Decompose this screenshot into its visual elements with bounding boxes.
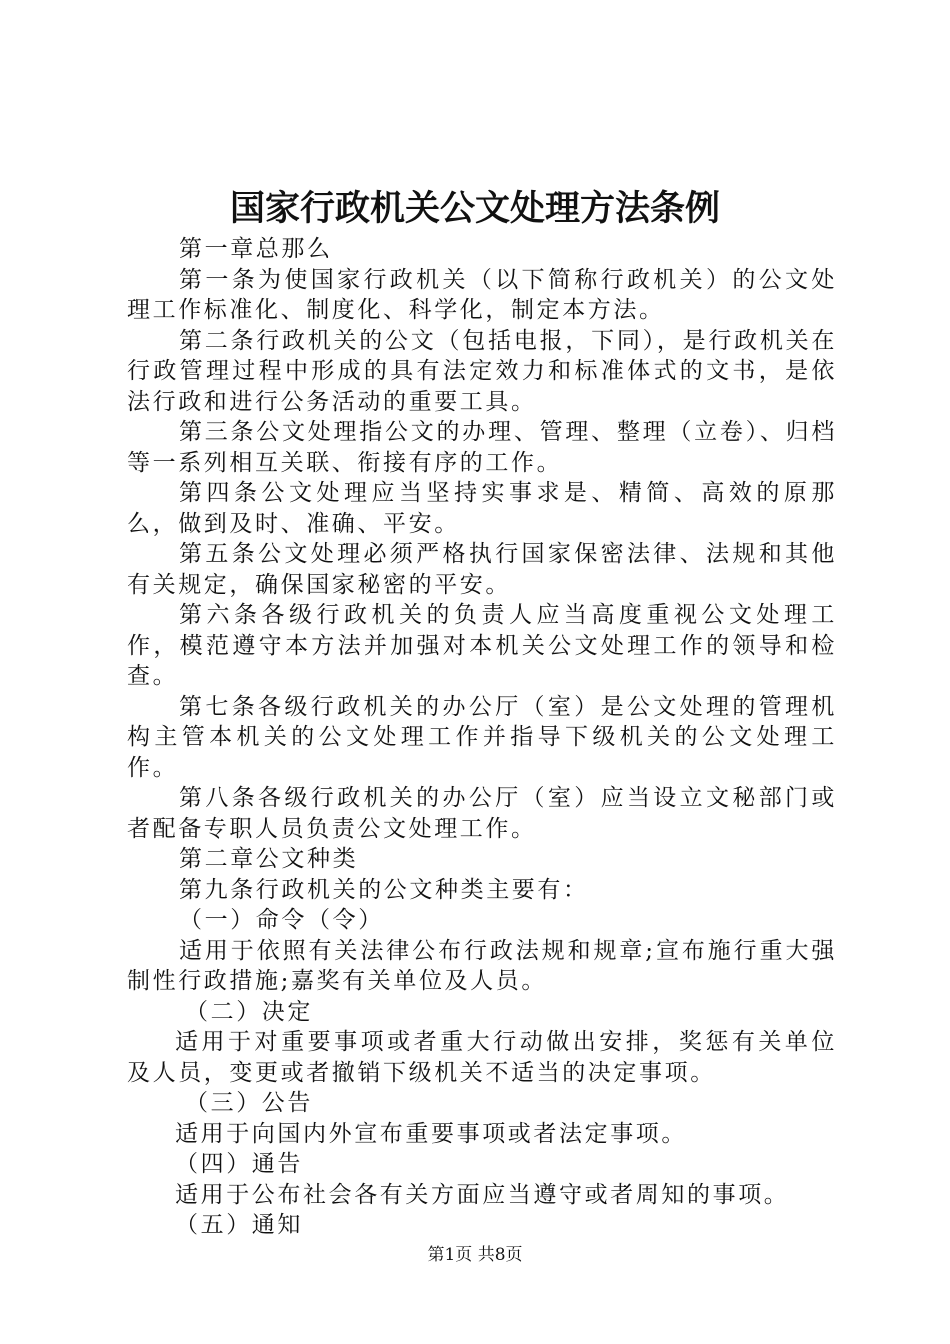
article-paragraph: 第三条公文处理指公文的办理、管理、整理（立卷）、归档等一系列相互关联、衔接有序的工作。 [127,419,837,476]
article-paragraph: 第一条为使国家行政机关（以下简称行政机关）的公文处理工作标准化、制度化、科学化，制定本方法。 [127,266,837,323]
chapter-heading: 第一章总那么 [179,236,333,262]
document-body [127,234,837,1241]
list-item-text: 适用于公布社会各有关方面应当遵守或者周知的事项。 [175,1181,790,1208]
list-item-text: 适用于向国内外宣布重要事项或者法定事项。 [175,1120,687,1147]
list-item-heading: （四）通告 [175,1151,303,1177]
article-paragraph: 第八条各级行政机关的办公厅（室）应当设立文秘部门或者配备专职人员负责公文处理工作。 [127,785,837,842]
article-paragraph: 第七条各级行政机关的办公厅（室）是公文处理的管理机构主管本机关的公文处理工作并指导下级机关的公文处理工作。 [127,693,837,781]
document-title: 国家行政机关公文处理方法条例 [229,189,720,229]
list-item-heading: （三）公告 [185,1090,313,1116]
page-footer: 第1页 共8页 [427,1245,523,1265]
list-item-text: 适用于依照有关法律公布行政法规和规章;宣布施行重大强制性行政措施;嘉奖有关单位及人员。 [127,937,837,994]
article-paragraph: 第九条行政机关的公文种类主要有： [179,876,589,903]
article-paragraph: 第六条各级行政机关的负责人应当高度重视公文处理工作，模范遵守本方法并加强对本机关公文处理工作的领导和检查。 [127,602,837,689]
list-item-heading: （五）通知 [175,1212,303,1238]
list-item-text: 适用于对重要事项或者重大行动做出安排，奖惩有关单位及人员，变更或者撤销下级机关不适当的决定事项。 [127,1029,837,1086]
list-item-heading: （二）决定 [185,998,313,1025]
article-paragraph: 第四条公文处理应当坚持实事求是、精简、高效的原那么，做到及时、准确、平安。 [127,480,837,537]
article-paragraph: 第二条行政机关的公文（包括电报，下同），是行政机关在行政管理过程中形成的具有法定效力和标准体式的文书，是依法行政和进行公务活动的重要工具。 [127,327,837,415]
article-paragraph: 第五条公文处理必须严格执行国家保密法律、法规和其他有关规定，确保国家秘密的平安。 [127,541,837,598]
chapter-heading: 第二章公文种类 [179,846,359,872]
list-item-heading: （一）命令（令） [179,907,384,933]
